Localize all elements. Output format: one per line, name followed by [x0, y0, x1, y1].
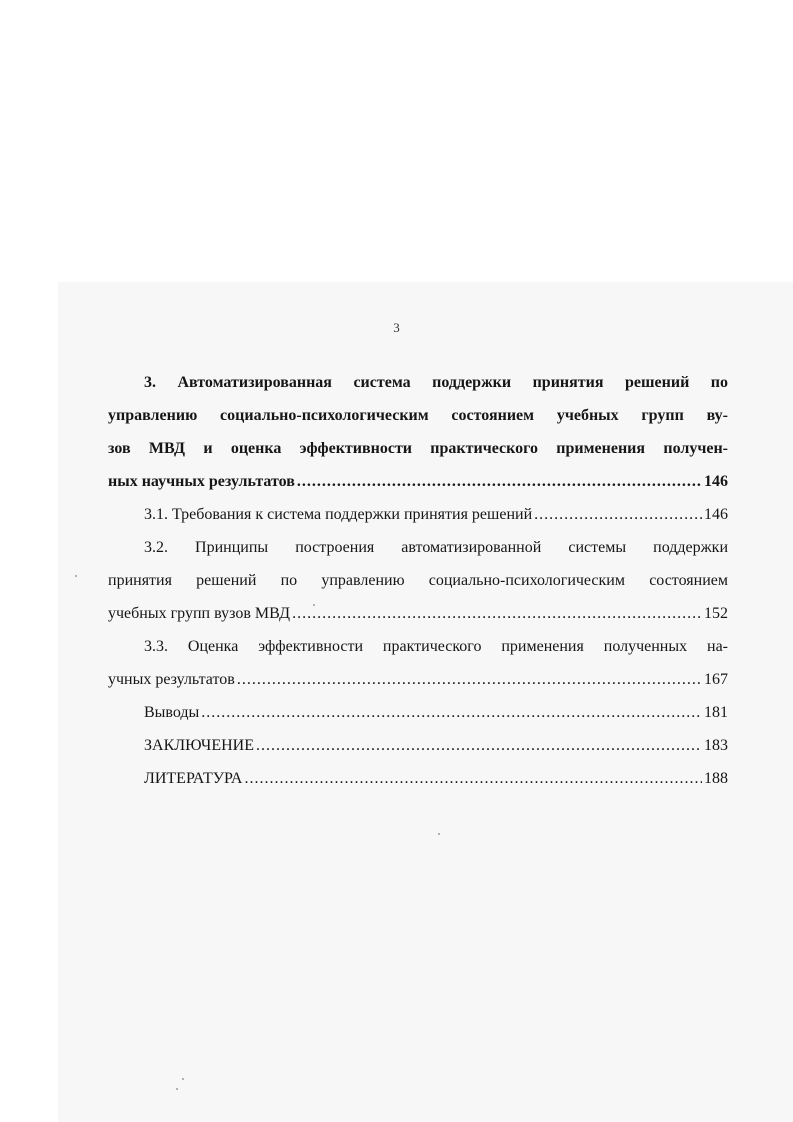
- scan-speck: [182, 1078, 184, 1080]
- toc-leader-dots: [534, 498, 702, 531]
- toc-section-3-2-line-3: учебных групп вузов МВД: [108, 605, 291, 622]
- scan-speck: [438, 833, 440, 835]
- toc-leader-dots: [244, 762, 702, 795]
- toc-chapter-3-line-2: управлению социально-психологическим состоянием учебных групп ву-: [108, 407, 728, 424]
- toc-section-3-1-page: 146: [704, 506, 728, 523]
- scan-speck: [176, 1088, 178, 1090]
- toc-entry-section-3-1: [108, 498, 728, 531]
- toc-literature-page: 188: [704, 770, 728, 787]
- toc-section-3-3-page: 167: [704, 671, 728, 688]
- toc-section-3-3-last-line: [108, 663, 728, 696]
- page-number: 3: [393, 320, 400, 335]
- toc-section-3-2-line-2: принятия решений по управлению социально-психологическим состоянием: [108, 572, 728, 589]
- toc-section-3-3-line-1: 3.3. Оценка эффективности практического применения полученных на-: [144, 638, 728, 655]
- toc-section-3-2-last-line: [108, 597, 728, 630]
- toc-chapter-3-line-4: ных научных результатов: [108, 473, 295, 490]
- toc-leader-dots: [201, 696, 702, 729]
- toc-entry-section-3-3: [108, 630, 728, 696]
- toc-section-3-3-line-2: учных результатов: [108, 671, 235, 688]
- toc-entry-section-3-2: [108, 531, 728, 630]
- toc-chapter-3-last-line: [108, 465, 728, 498]
- toc-section-3-1-label: 3.1. Требования к система поддержки принятия решений: [144, 506, 533, 523]
- toc-summary-page: 183: [704, 737, 728, 754]
- toc-conclusions-page: 181: [704, 704, 728, 721]
- toc-leader-dots: [256, 729, 702, 762]
- toc-chapter-3-line-3: зов МВД и оценка эффективности практического применения получен-: [108, 440, 728, 457]
- toc-chapter-3-page: 146: [704, 473, 728, 490]
- toc-chapter-3-line-1: 3. Автоматизированная система поддержки принятия решений по: [144, 374, 728, 391]
- toc-section-3-2-line-1: 3.2. Принципы построения автоматизированной системы поддержки: [144, 539, 728, 556]
- toc-literature-label: ЛИТЕРАТУРА: [144, 770, 243, 787]
- toc-leader-dots: [297, 465, 702, 498]
- toc-entry-conclusions: [108, 696, 728, 729]
- scan-speck: [75, 575, 77, 577]
- toc-entry-summary: [108, 729, 728, 762]
- table-of-contents: [108, 366, 728, 795]
- scan-speck: [313, 604, 315, 606]
- toc-entry-literature: [108, 762, 728, 795]
- toc-entry-chapter-3: [108, 366, 728, 498]
- toc-section-3-2-page: 152: [704, 605, 728, 622]
- toc-summary-label: ЗАКЛЮЧЕНИЕ: [144, 737, 254, 754]
- toc-leader-dots: [292, 597, 702, 630]
- toc-leader-dots: [237, 663, 702, 696]
- toc-conclusions-label: Выводы: [144, 704, 200, 721]
